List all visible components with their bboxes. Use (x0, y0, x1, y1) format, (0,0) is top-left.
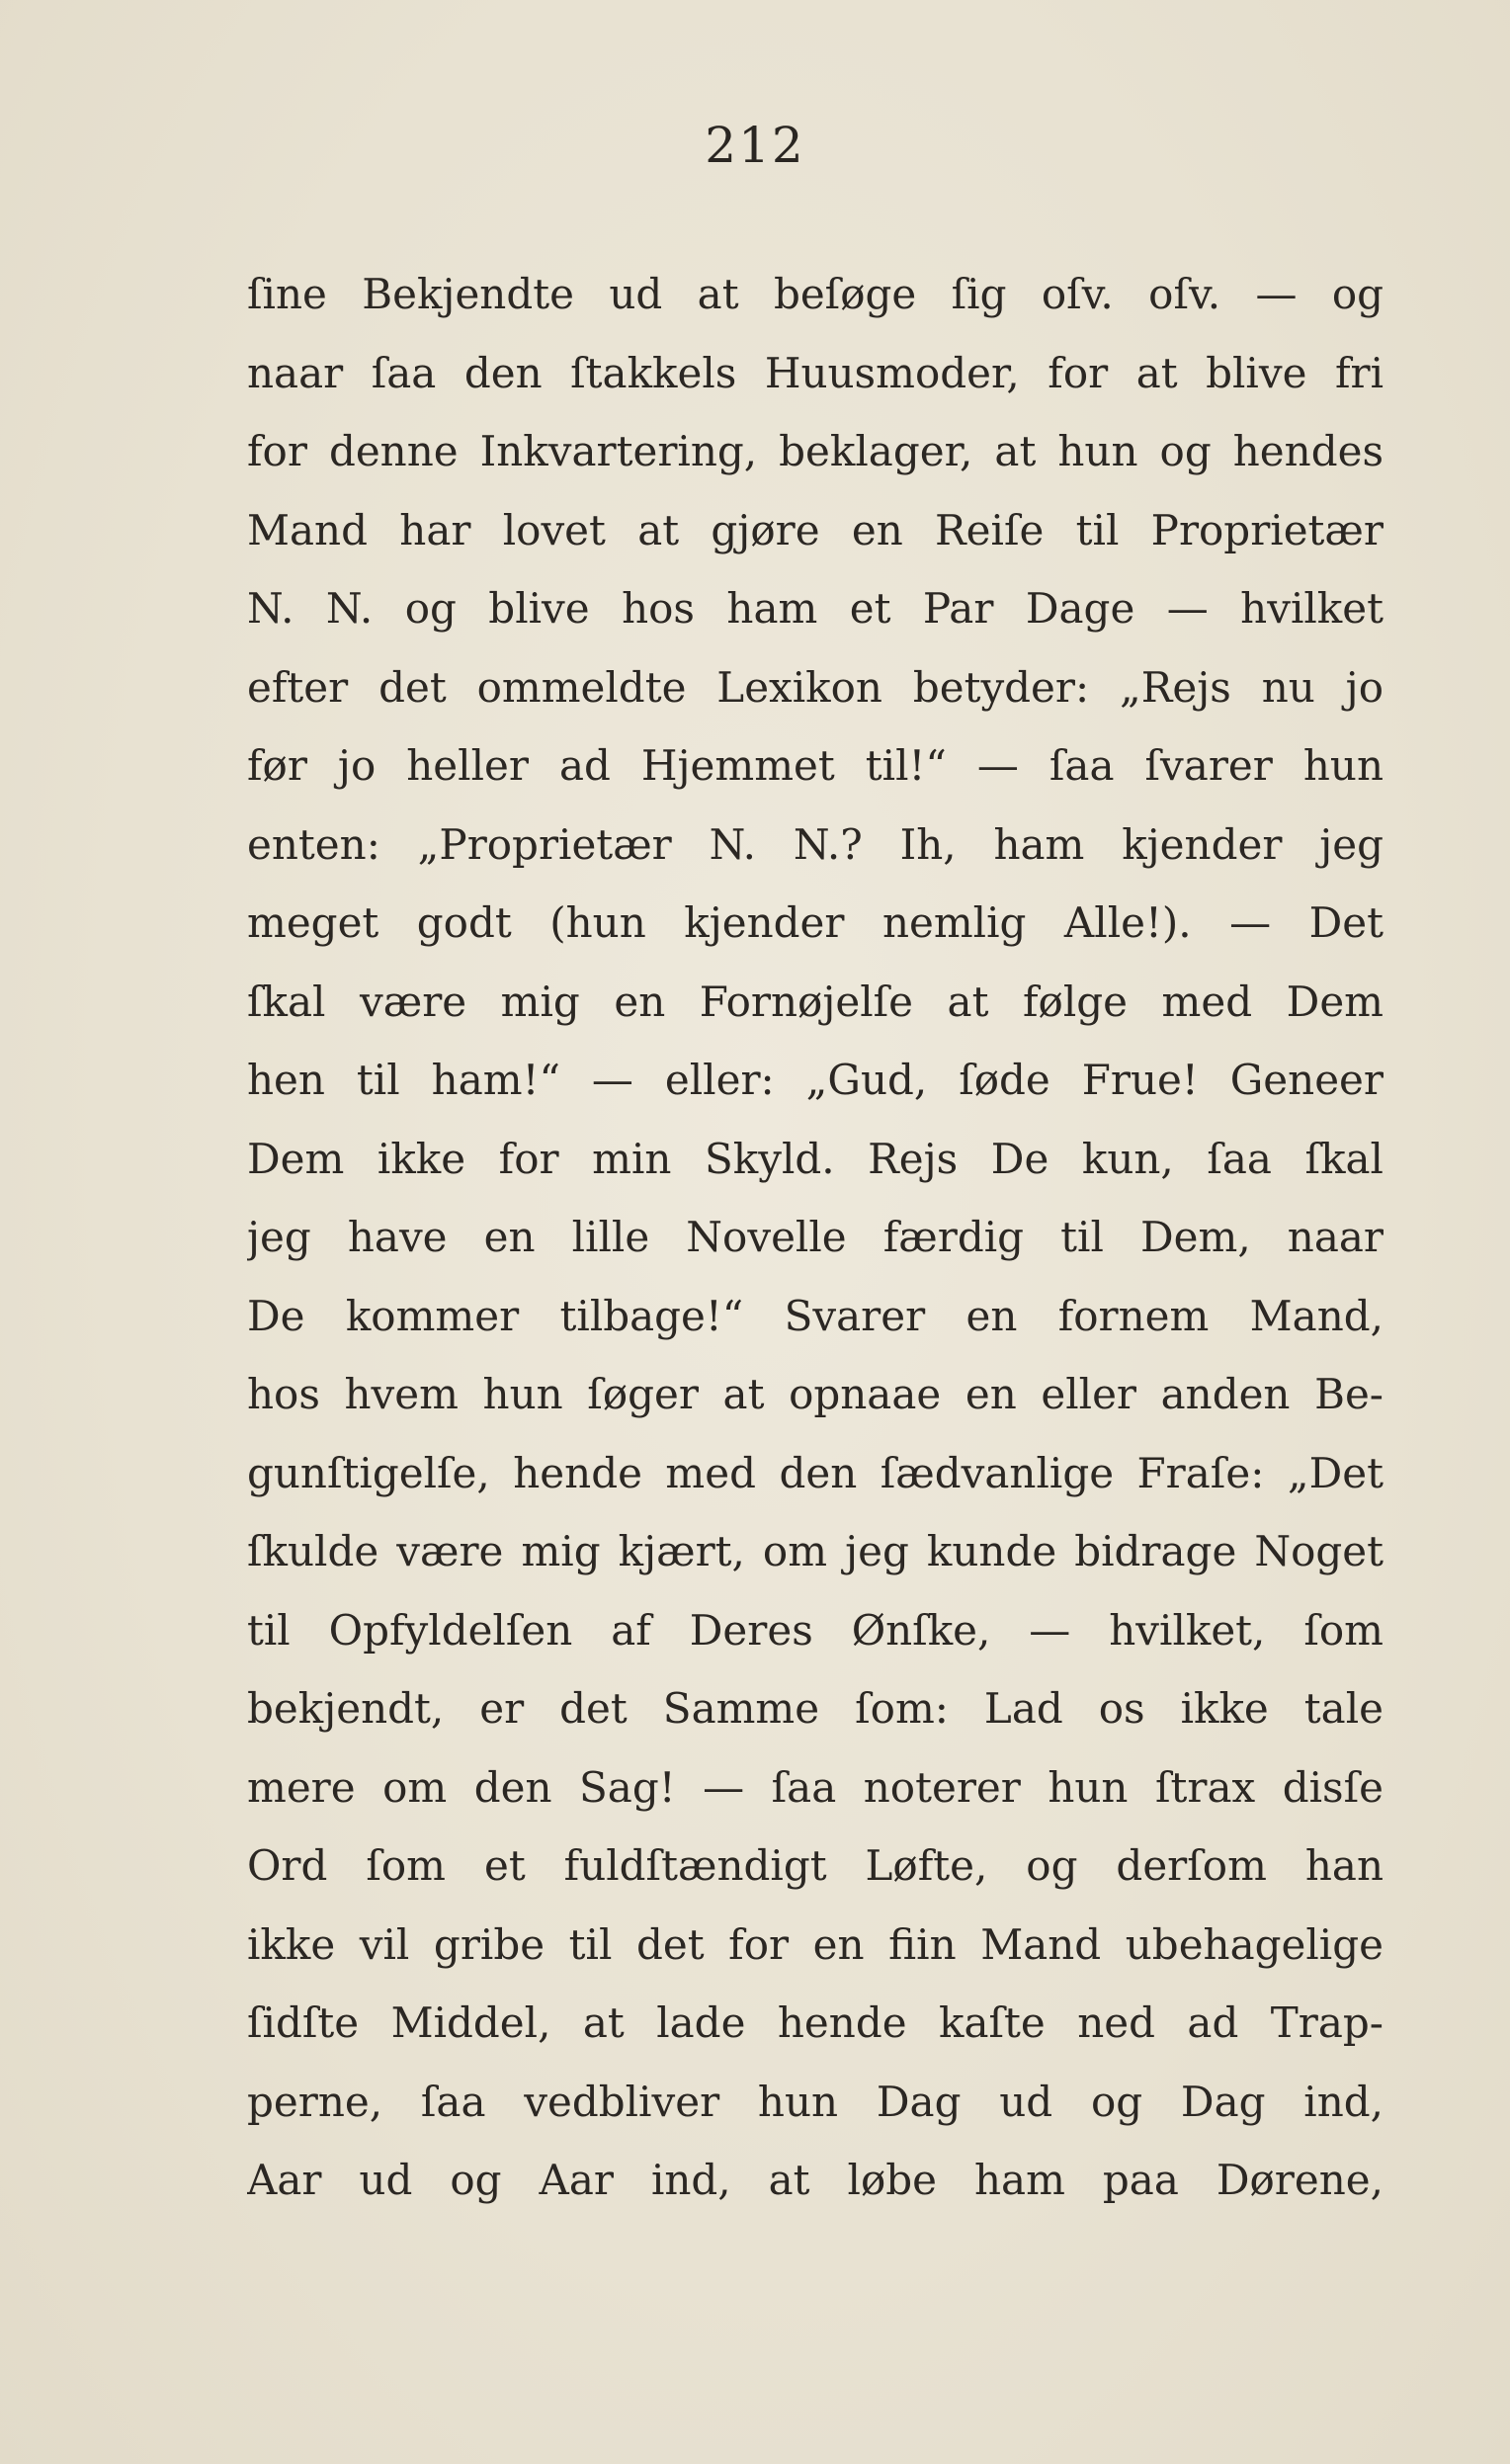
text-line: for denne Inkvartering, beklager, at hun og hendes (247, 427, 1384, 475)
text-line: før jo heller ad Hjemmet til!“ — ſaa ſvarer hun (247, 741, 1384, 790)
text-line: enten: „Proprietær N. N.? Ih, ham kjender jeg (247, 819, 1384, 869)
text-line: ſkulde være mig kjært, om jeg kunde bidrage Noget (247, 1527, 1384, 1575)
text-line: ikke vil gribe til det for en fiin Mand ubehagelige (247, 1919, 1384, 1969)
text-line: gunſtigelſe, hende med den ſædvanlige Fraſe: „Det (247, 1448, 1384, 1497)
text-line: bekjendt, er det Samme ſom: Lad os ikke tale (247, 1684, 1384, 1733)
text-line: ſine Bekjendte ud at beſøge ſig oſv. oſv. — og (247, 270, 1384, 318)
text-line: jeg have en lille Novelle færdig til Dem, naar (247, 1213, 1384, 1261)
text-line: Dem ikke for min Skyld. Rejs De kun, ſaa ſkal (247, 1134, 1384, 1183)
page-number: 212 (705, 117, 805, 174)
text-line: ſidſte Middel, at lade hende kaſte ned ad Trap- (247, 1998, 1384, 2047)
text-line: mere om den Sag! — ſaa noterer hun ſtrax disſe (247, 1762, 1384, 1812)
text-line: N. N. og blive hos ham et Par Dage — hvilket (247, 584, 1384, 633)
text-line: Ord ſom et fuldſtændigt Løfte, og derſom han (247, 1841, 1384, 1890)
text-line: efter det ommeldte Lexikon betyder: „Rejs nu jo (247, 662, 1384, 712)
text-line: perne, ſaa vedbliver hun Dag ud og Dag ind, (247, 2077, 1384, 2126)
body-text (247, 255, 1384, 2220)
text-line: meget godt (hun kjender nemlig Alle!). — Det (247, 898, 1384, 947)
text-line: naar ſaa den ſtakkels Huusmoder, for at blive fri (247, 348, 1384, 397)
text-line: til Opfyldelſen af Deres Ønſke, — hvilket, ſom (247, 1605, 1384, 1655)
text-line: Mand har lovet at gjøre en Reiſe til Proprietær (247, 505, 1384, 554)
text-line: hos hvem hun ſøger at opnaae en eller anden Be- (247, 1370, 1384, 1418)
text-line: hen til ham!“ — eller: „Gud, ſøde Frue! Geneer (247, 1056, 1384, 1104)
text-line: ſkal være mig en Fornøjelſe at følge med Dem (247, 977, 1384, 1026)
text-line: De kommer tilbage!“ Svarer en fornem Mand, (247, 1291, 1384, 1340)
text-line: Aar ud og Aar ind, at løbe ham paa Dørene, (247, 2156, 1384, 2204)
